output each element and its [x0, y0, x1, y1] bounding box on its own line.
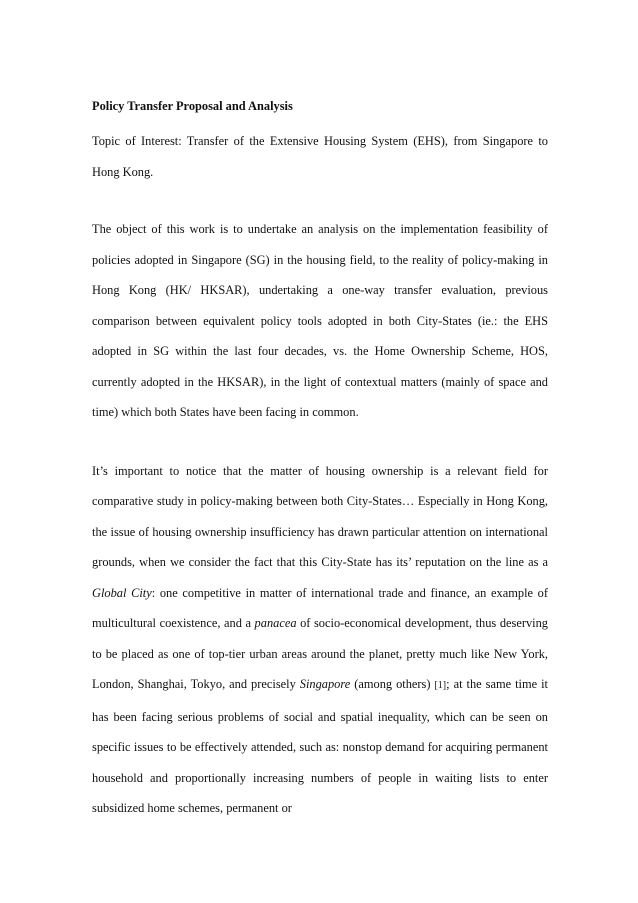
paragraph-text-part: : one competitive in matter of international trade and finance, an example of multicultural coexistence, and a [92, 585, 549, 630]
emphasis-global-city: Global City [92, 585, 152, 600]
document-body [92, 98, 548, 824]
reference-link[interactable]: [1] [434, 680, 447, 691]
paragraph-text-part: ; at the same time it has been facing serious problems of social and spatial inequality, which can be seen on specific issues to be effectively attended, such as: nonstop demand for acquiring permanent household and proportionally increasing numbers of people in waiting lists to enter subsidized home schemes, permanent or [92, 677, 548, 815]
emphasis-panacea: panacea [254, 616, 297, 630]
emphasis-singapore: Singapore [299, 677, 351, 691]
paragraph-text-part: (among others) [350, 677, 435, 691]
paragraph-objective: The object of this work is to undertake an analysis on the implementation feasibility of policies adopted in Singapore (SG) in the housing field, to the reality of policy-making in Hong Kong (HK/ HKSAR), undertaking a one-way transfer evaluation, previous comparison between equivalent policy tools adopted in both City-States (ie.: the EHS adopted in SG within the last four decades, vs. the Home Ownership Scheme, HOS, currently adopted in the HKSAR), in the light of contextual matters (mainly of space and time) which both States have been facing in common. [92, 222, 548, 419]
paragraph-text-part: It’s important to notice that the matter of housing ownership is a relevant field for comparative study in policy-making between both City-States… Especially in Hong Kong, the issue of housing ownership insufficiency has drawn particular attention on international grounds, when we consider the fact that this City-State has its’ reputation on the line as a [92, 463, 548, 569]
paragraph-text-part: of socio-economical development, thus deserving to be placed as one of top-tier urban areas around the planet, pretty much like New York, London, Shanghai, Tokyo, and precisely [92, 616, 548, 691]
topic-of-interest: Topic of Interest: Transfer of the Extensive Housing System (EHS), from Singapore to Hong Kong. [92, 134, 548, 179]
document-title: Policy Transfer Proposal and Analysis [92, 99, 293, 113]
paragraph-housing-ownership [92, 456, 548, 824]
